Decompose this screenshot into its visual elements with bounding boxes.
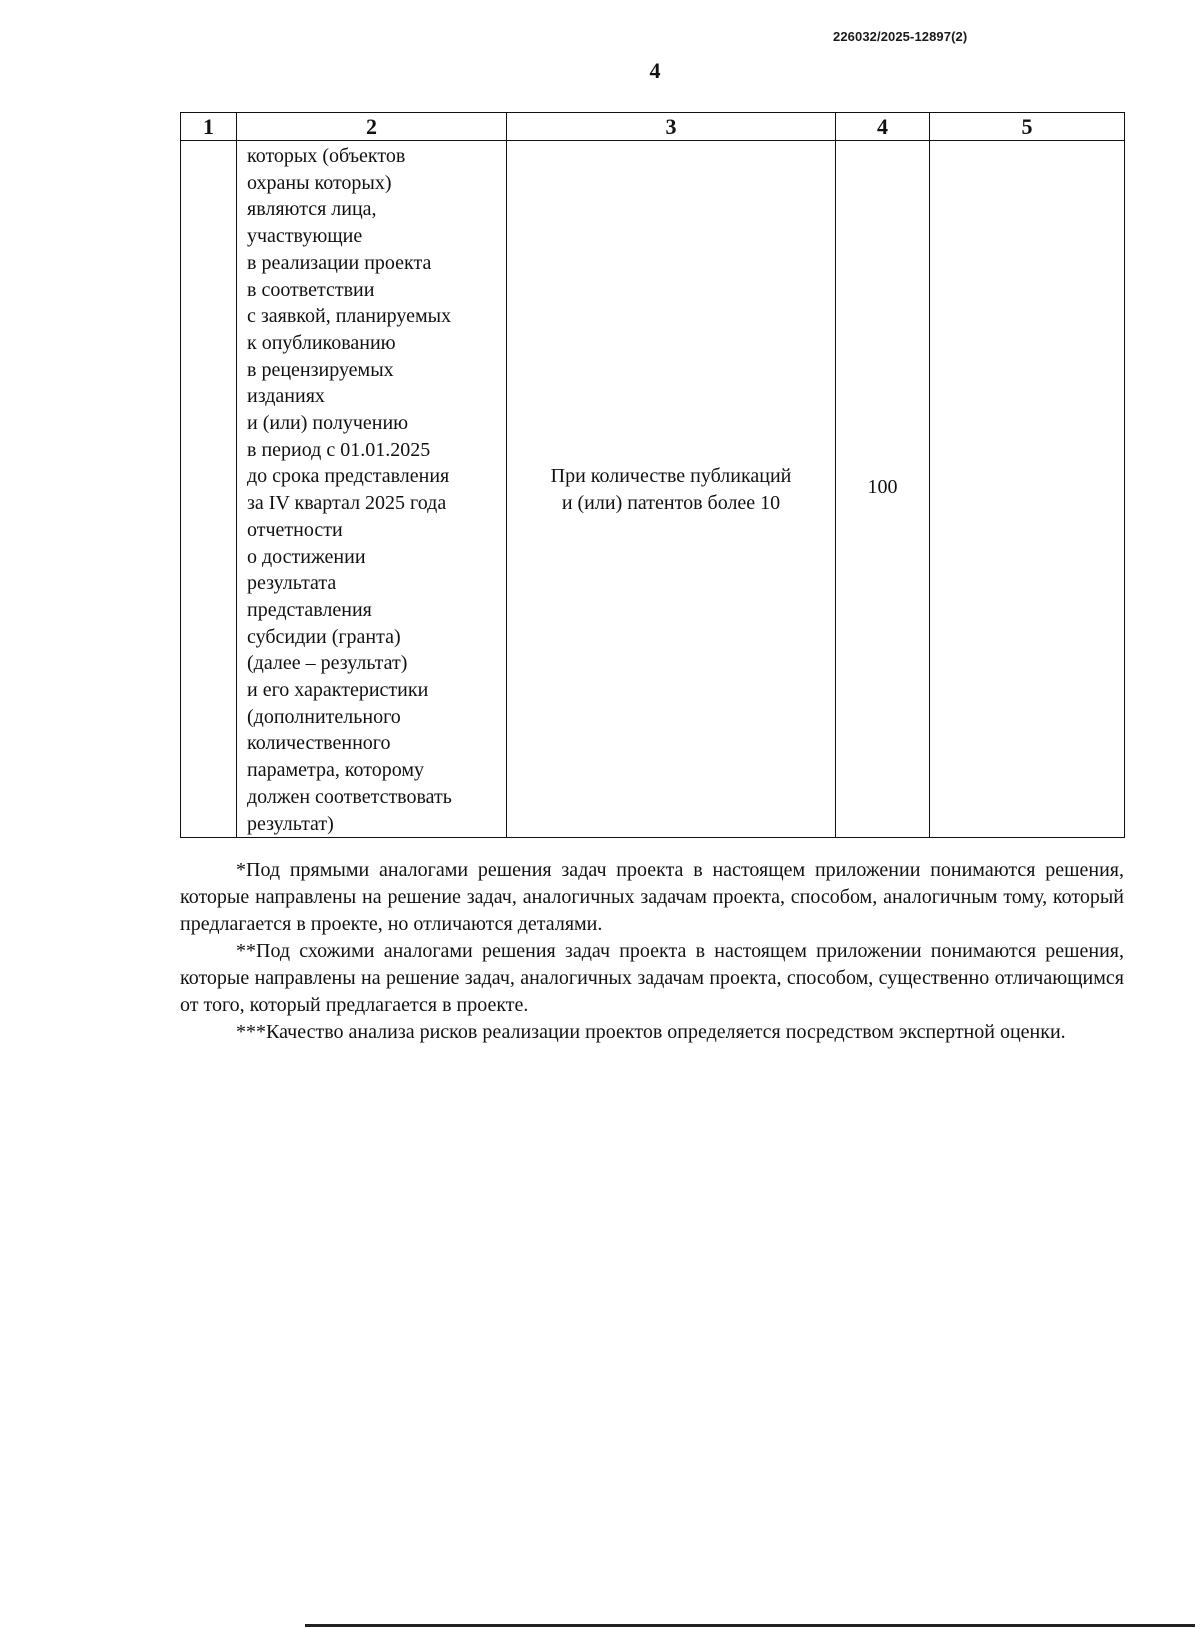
cell-text-line: в соответствии <box>247 278 375 301</box>
column-header-4: 4 <box>836 113 930 141</box>
cell-col-1 <box>181 141 237 838</box>
cell-text-line: которых (объектов <box>247 145 406 167</box>
cell-text-line: в период с 01.01.2025 <box>247 438 431 461</box>
page-number: 4 <box>649 58 661 83</box>
document-number: 226032/2025-12897(2) <box>833 29 968 44</box>
footnote-risk-analysis: ***Качество анализа рисков реализации проектов определяется посредством экспертной оценки. <box>236 1021 1066 1043</box>
footnotes <box>180 857 1124 1046</box>
column-header-1: 1 <box>181 113 237 141</box>
cell-text-line: к опубликованию <box>247 331 396 354</box>
cell-text-line: участвующие <box>247 225 363 248</box>
cell-col-3 <box>507 141 836 838</box>
cell-text-line: и (или) получению <box>247 412 409 435</box>
scan-bottom-edge-line <box>305 1624 1195 1627</box>
table-row <box>181 141 1125 838</box>
cell-text-line: должен соответствовать <box>247 785 452 808</box>
condition-line: и (или) патентов более 10 <box>561 492 781 515</box>
column-header-3: 3 <box>507 113 836 141</box>
cell-text-line: отчетности <box>247 518 343 541</box>
cell-text-line: о достижении <box>247 545 366 568</box>
footnote-direct-analogs: *Под прямыми аналогами решения задач проекта в настоящем приложении понимаются решения, которые направлены на решение задач, аналогичных задачам проекта, способом, аналогичным тому, который предлагается в проекте, но отличаются деталями. <box>180 859 1124 935</box>
footnote-similar-analogs: **Под схожими аналогами решения задач проекта в настоящем приложении понимаются решения, которые направлены на решение задач, аналогичных задачам проекта, способом, существенно отличающимся от того, который предлагается в проекте. <box>180 940 1124 1016</box>
cell-text-line: (далее – результат) <box>247 652 408 675</box>
cell-text-line: изданиях <box>247 385 325 408</box>
cell-text-line: с заявкой, планируемых <box>247 305 452 328</box>
cell-text-line: параметра, которому <box>247 759 425 782</box>
column-header-2: 2 <box>237 113 507 141</box>
table-header-row <box>181 113 1125 141</box>
cell-text-line: в реализации проекта <box>247 251 432 274</box>
cell-text-line: за IV квартал 2025 года <box>247 492 447 515</box>
cell-text-line: субсидии (гранта) <box>247 625 401 648</box>
criteria-table <box>180 112 1125 838</box>
cell-text-line: результата <box>247 572 337 595</box>
cell-text-line: до срока представления <box>247 465 450 488</box>
cell-col-2 <box>237 141 507 838</box>
column-header-5: 5 <box>930 113 1125 141</box>
cell-text-line: результат) <box>247 812 334 835</box>
cell-text-line: в рецензируемых <box>247 358 394 381</box>
cell-col-4: 100 <box>836 141 930 838</box>
cell-text-line: представления <box>247 598 372 621</box>
cell-text-line: и его характеристики <box>247 679 429 702</box>
cell-text-line: (дополнительного <box>247 705 401 728</box>
condition-line: При количестве публикаций <box>550 465 792 488</box>
cell-col-5 <box>930 141 1125 838</box>
cell-text-line: охраны которых) <box>247 171 392 194</box>
cell-text-line: являются лица, <box>247 198 377 221</box>
cell-text-line: количественного <box>247 732 391 755</box>
